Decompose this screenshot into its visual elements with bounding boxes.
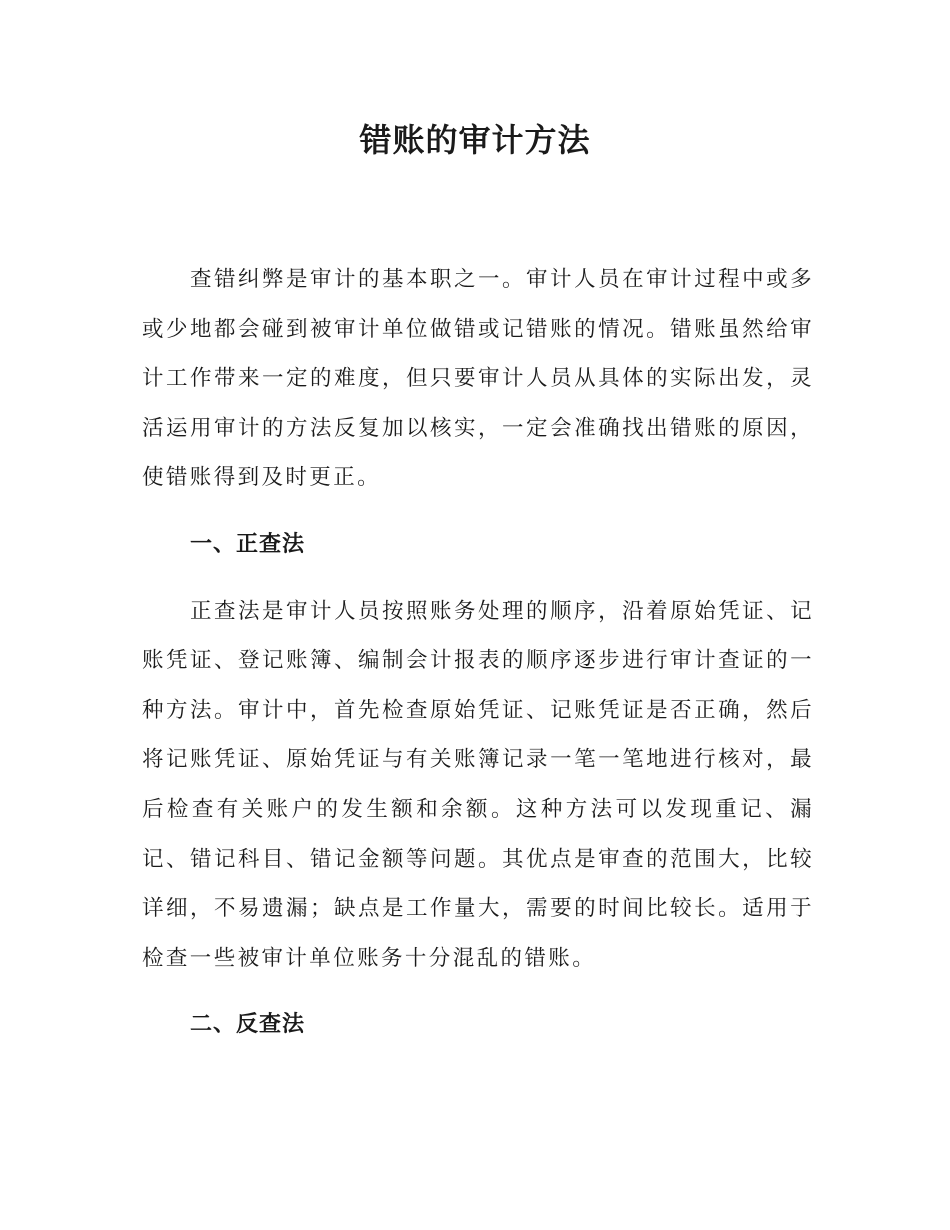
- section-heading-2: 二、反查法: [190, 1012, 306, 1038]
- intro-paragraph: 查错纠弊是审计的基本职之一。审计人员在审计过程中或多或少地都会碰到被审计单位做错或记错账的情况。错账虽然给审计工作带来一定的难度，但只要审计人员从具体的实际出发，灵活运用审计的方法反复加以核实，一定会准确找出错账的原因，使错账得到及时更正。: [142, 267, 814, 491]
- spacer: [142, 503, 814, 520]
- section-heading-1: 一、正查法: [190, 531, 306, 557]
- document-title: 错账的审计方法: [359, 121, 591, 159]
- spacer: [142, 983, 814, 1000]
- section-body-1: 正查法是审计人员按照账务处理的顺序，沿着原始凭证、记账凭证、登记账簿、编制会计报表的顺序逐步进行审计查证的一种方法。审计中，首先检查原始凭证、记账凭证是否正确，然后将记账凭证、原始凭证与有关账簿记录一笔一笔地进行核对，最后检查有关账户的发生额和余额。这种方法可以发现重记、漏记、错记科目、错记金额等问题。其优点是审查的范围大，比较详细，不易遗漏；缺点是工作量大，需要的时间比较长。适用于检查一些被审计单位账务十分混乱的错账。: [142, 598, 814, 971]
- spacer: [142, 570, 814, 587]
- document-body: [142, 255, 814, 1050]
